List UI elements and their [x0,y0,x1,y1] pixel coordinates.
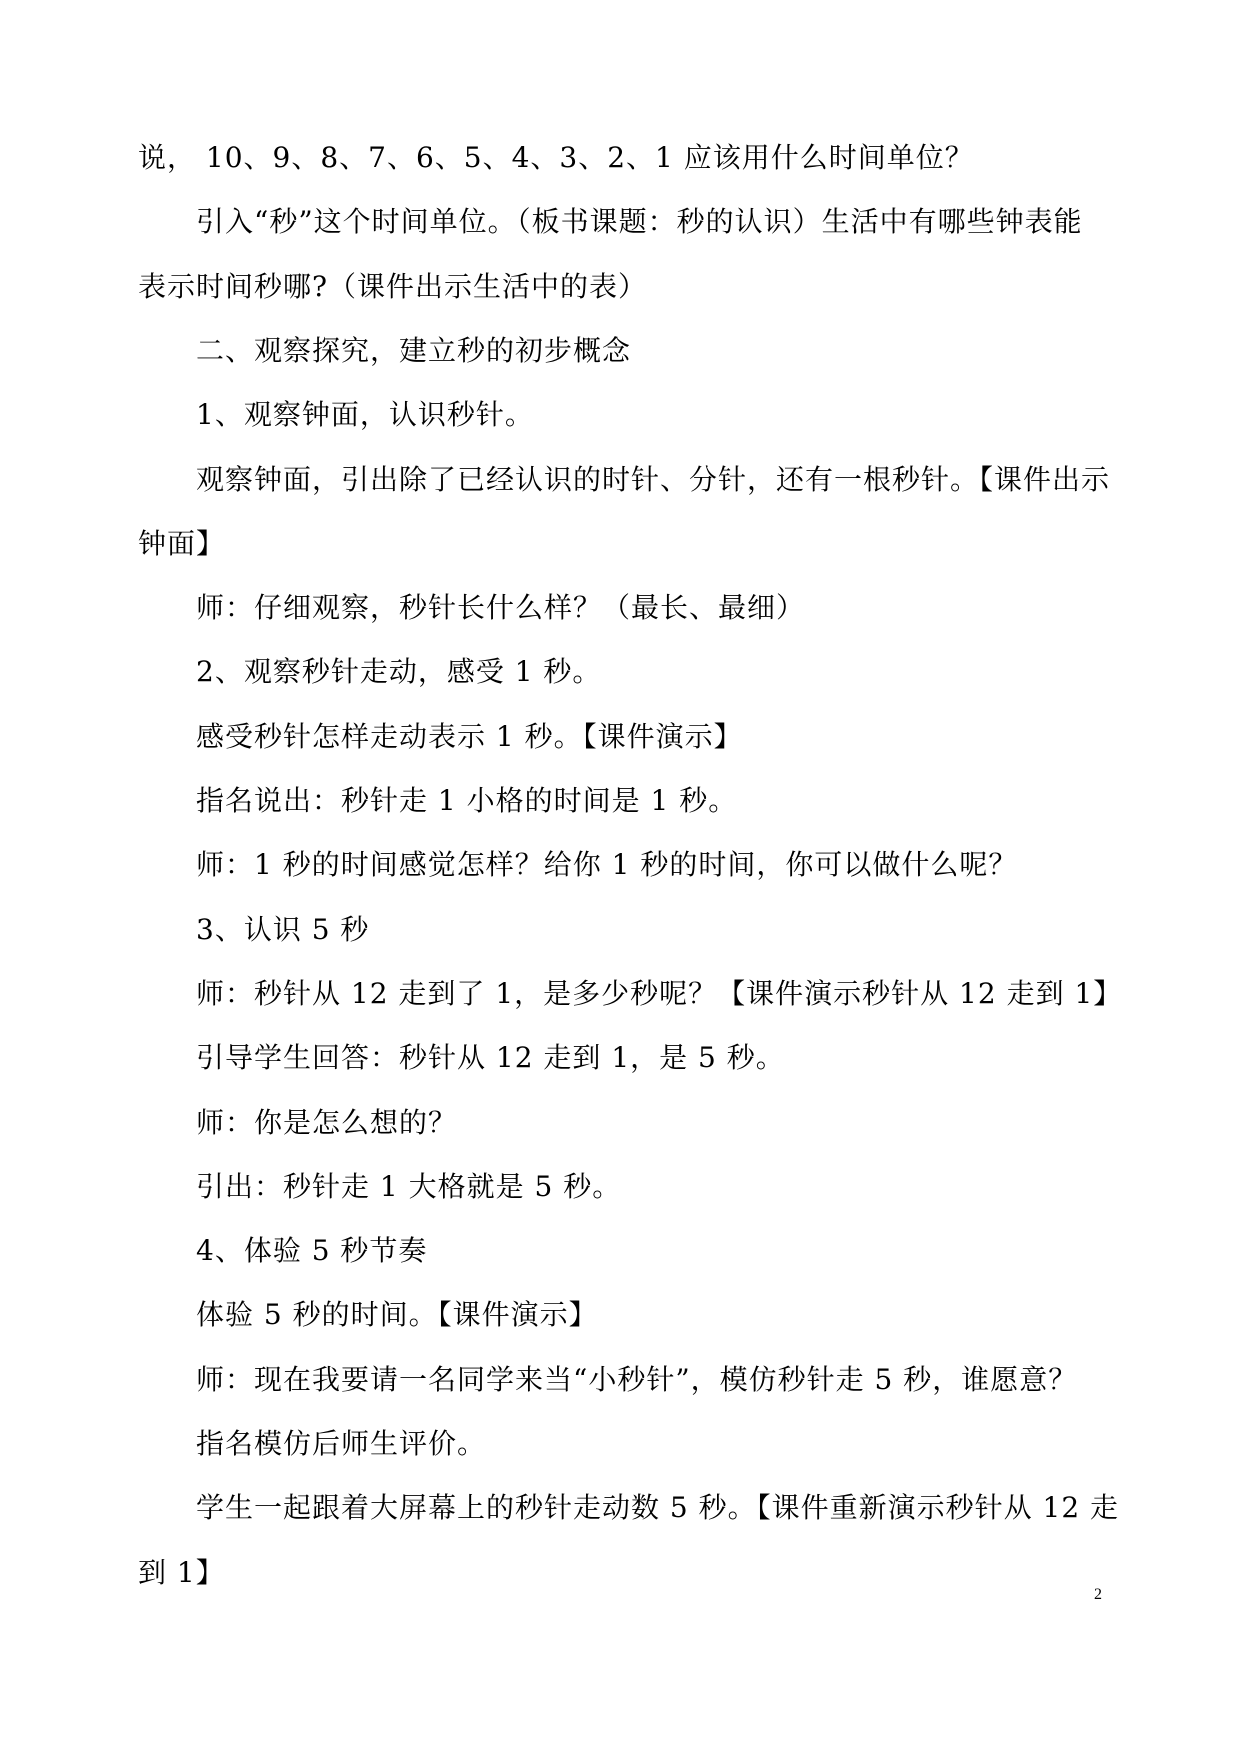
text-line: 引入“秒”这个时间单位。（板书课题：秒的认识）生活中有哪些钟表能 [196,205,1083,238]
subsection-heading: 1、观察钟面，认识秒针。 [196,398,534,431]
text-line: 表示时间秒哪?（课件出示生活中的表） [138,270,648,303]
text-line: 感受秒针怎样走动表示 1 秒。【课件演示】 [196,720,743,753]
subsection-heading: 4、体验 5 秒节奏 [196,1234,428,1267]
text-line: 体验 5 秒的时间。【课件演示】 [196,1298,598,1331]
text-line: 到 1】 [138,1556,225,1589]
text-line: 师：秒针从 12 走到了 1，是多少秒呢？【课件演示秒针从 12 走到 1】 [196,977,1123,1010]
text-line: 师：仔细观察，秒针长什么样？（最长、最细） [196,591,806,624]
text-line: 指名说出：秒针走 1 小格的时间是 1 秒。 [196,784,738,817]
text-line: 师：你是怎么想的？ [196,1106,458,1139]
text-line: 说， 10、9、8、7、6、5、4、3、2、1 应该用什么时间单位？ [138,141,974,174]
text-line: 引导学生回答：秒针从 12 走到 1，是 5 秒。 [196,1041,785,1074]
subsection-heading: 3、认识 5 秒 [196,913,370,946]
subsection-heading: 2、观察秒针走动，感受 1 秒。 [196,655,602,688]
section-heading: 二、观察探究，建立秒的初步概念 [196,334,632,367]
text-line: 指名模仿后师生评价。 [196,1427,487,1460]
text-line: 观察钟面，引出除了已经认识的时针、分针，还有一根秒针。【课件出示 [196,463,1111,496]
text-line: 钟面】 [138,527,226,560]
page-number: 2 [1094,1586,1102,1603]
text-line: 师：现在我要请一名同学来当“小秒针”，模仿秒针走 5 秒，谁愿意？ [196,1363,1078,1396]
text-line: 师：1 秒的时间感觉怎样？给你 1 秒的时间，你可以做什么呢？ [196,848,1018,881]
text-line: 学生一起跟着大屏幕上的秒针走动数 5 秒。【课件重新演示秒针从 12 走 [196,1491,1120,1524]
text-line: 引出：秒针走 1 大格就是 5 秒。 [196,1170,622,1203]
